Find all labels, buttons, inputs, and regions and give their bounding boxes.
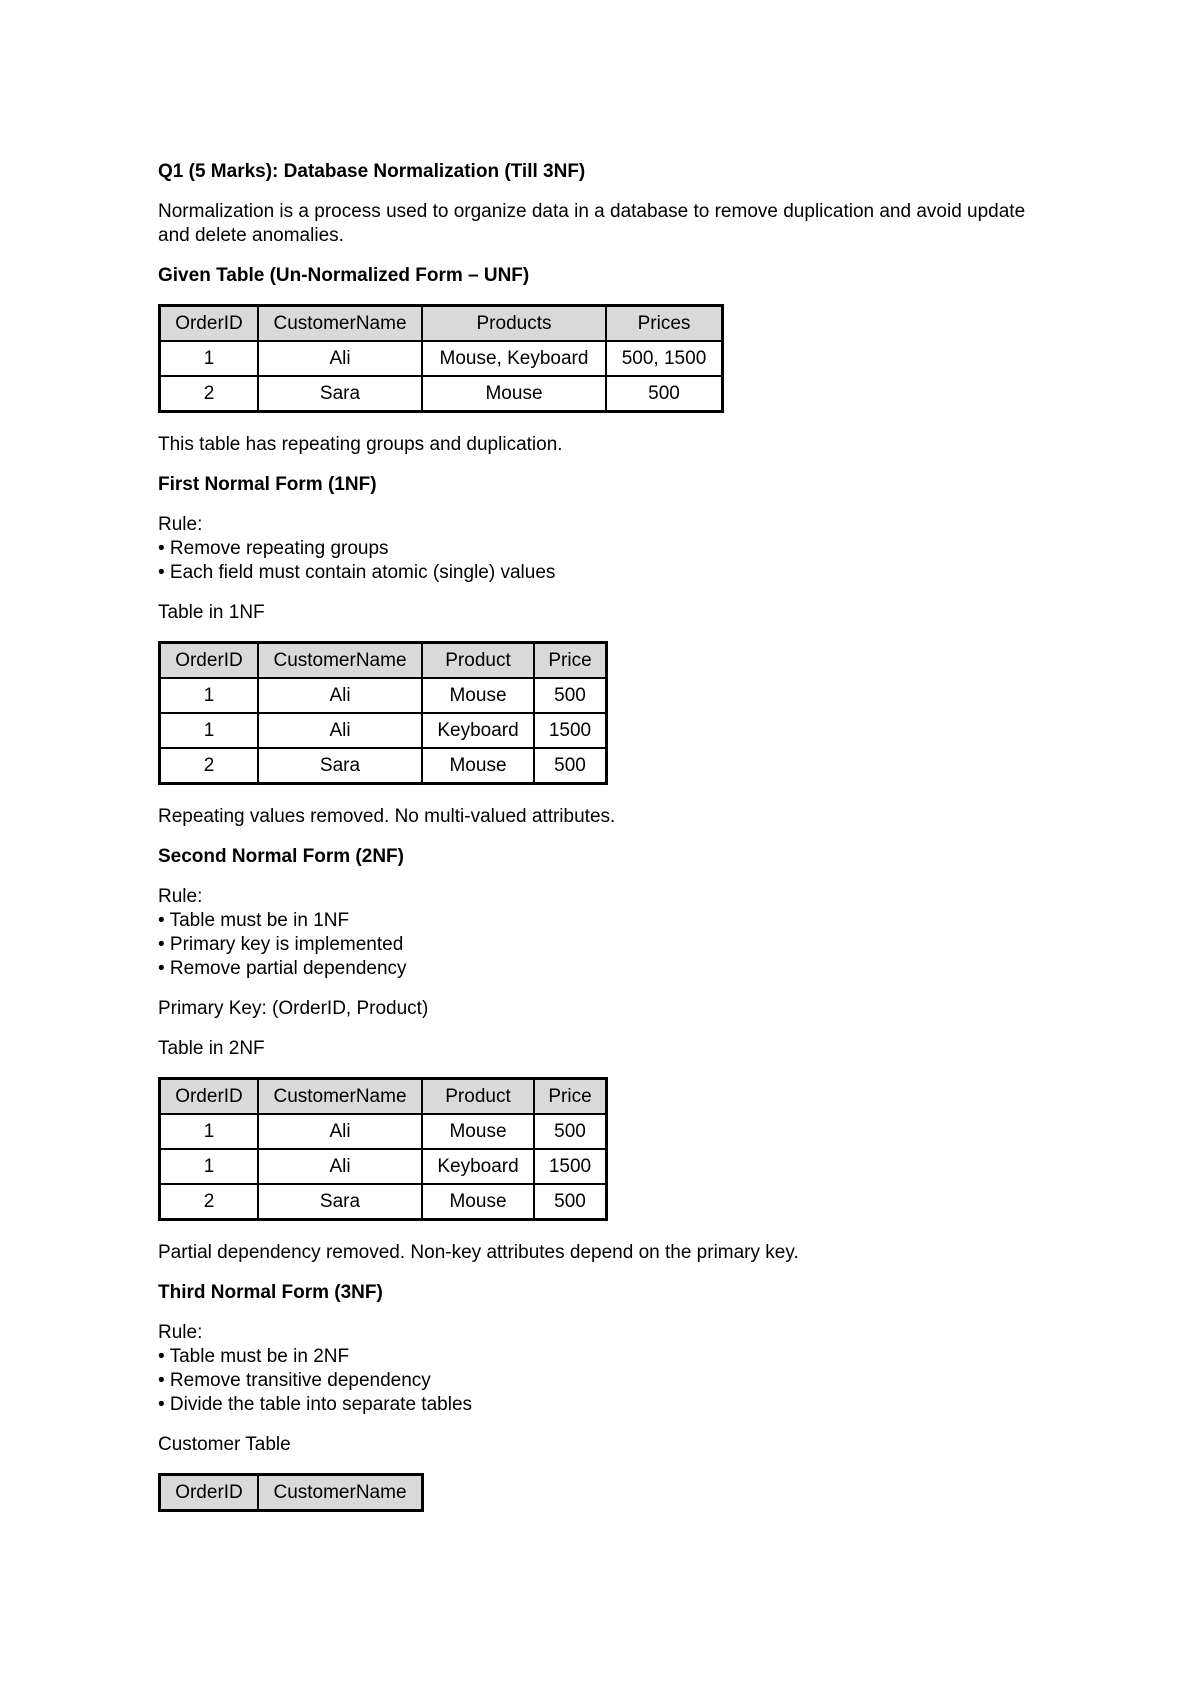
table-cell: 500, 1500 [606, 341, 723, 376]
column-header: OrderID [160, 306, 259, 342]
table-cell: 1500 [534, 1149, 607, 1184]
column-header: CustomerName [258, 1079, 422, 1115]
rule-item: • Primary key is implemented [158, 934, 404, 955]
nf2-rules [158, 885, 1058, 981]
nf1-caption: Table in 1NF [158, 602, 265, 623]
table-cell: Mouse [422, 376, 606, 412]
table-cell: Ali [258, 1149, 422, 1184]
table-cell: Mouse [422, 1114, 534, 1149]
table-cell: Sara [258, 1184, 422, 1220]
table-cell: Keyboard [422, 713, 534, 748]
table-cell: Ali [258, 678, 422, 713]
nf1-rules [158, 513, 1058, 585]
table-cell: 500 [606, 376, 723, 412]
rule-label: Rule: [158, 514, 203, 535]
table-row [160, 341, 723, 376]
table-cell: 500 [534, 1114, 607, 1149]
column-header: CustomerName [258, 306, 422, 342]
rule-item: • Remove transitive dependency [158, 1370, 431, 1391]
rule-item: • Table must be in 1NF [158, 910, 350, 931]
table-cell: Sara [258, 376, 422, 412]
nf2-note: Partial dependency removed. Non-key attributes depend on the primary key. [158, 1242, 799, 1263]
table-cell: 2 [160, 376, 259, 412]
column-header: Price [534, 643, 607, 679]
table-header-row [160, 643, 607, 679]
rule-label: Rule: [158, 1322, 203, 1343]
rule-label: Rule: [158, 886, 203, 907]
question-title: Q1 (5 Marks): Database Normalization (Till 3NF) [158, 161, 586, 182]
table-row [160, 1184, 607, 1220]
table-cell: Mouse [422, 678, 534, 713]
column-header: CustomerName [258, 1475, 423, 1511]
table-cell: 2 [160, 748, 259, 784]
customer-table [158, 1473, 424, 1512]
table-row [160, 1114, 607, 1149]
table-cell: Mouse [422, 748, 534, 784]
table-row [160, 713, 607, 748]
table-header-row [160, 1079, 607, 1115]
nf2-heading: Second Normal Form (2NF) [158, 846, 404, 867]
rule-item: • Table must be in 2NF [158, 1346, 350, 1367]
table-cell: 1500 [534, 713, 607, 748]
table-row [160, 748, 607, 784]
document-page [158, 160, 1058, 1532]
table-cell: Ali [258, 341, 422, 376]
nf2-caption: Table in 2NF [158, 1038, 265, 1059]
rule-item: • Remove repeating groups [158, 538, 389, 559]
nf3-rules [158, 1321, 1058, 1417]
nf1-note: Repeating values removed. No multi-valued attributes. [158, 806, 616, 827]
table-cell: 1 [160, 341, 259, 376]
table-cell: 1 [160, 713, 259, 748]
unf-table [158, 304, 724, 413]
column-header: Product [422, 643, 534, 679]
table-cell: Sara [258, 748, 422, 784]
column-header: OrderID [160, 1079, 259, 1115]
table-cell: Mouse, Keyboard [422, 341, 606, 376]
column-header: OrderID [160, 1475, 259, 1511]
rule-item: • Remove partial dependency [158, 958, 407, 979]
column-header: OrderID [160, 643, 259, 679]
nf2-table [158, 1077, 608, 1221]
rule-item: • Divide the table into separate tables [158, 1394, 473, 1415]
nf2-primary-key: Primary Key: (OrderID, Product) [158, 998, 429, 1019]
column-header: Products [422, 306, 606, 342]
table-row [160, 678, 607, 713]
table-cell: 1 [160, 678, 259, 713]
column-header: Price [534, 1079, 607, 1115]
nf1-table [158, 641, 608, 785]
table-cell: Mouse [422, 1184, 534, 1220]
table-header-row [160, 306, 723, 342]
table-cell: 500 [534, 748, 607, 784]
table-header-row [160, 1475, 423, 1511]
unf-heading: Given Table (Un-Normalized Form – UNF) [158, 265, 530, 286]
table-cell: Keyboard [422, 1149, 534, 1184]
nf1-heading: First Normal Form (1NF) [158, 474, 377, 495]
table-cell: Ali [258, 1114, 422, 1149]
table-cell: 1 [160, 1114, 259, 1149]
unf-note: This table has repeating groups and duplication. [158, 434, 563, 455]
column-header: Prices [606, 306, 723, 342]
column-header: CustomerName [258, 643, 422, 679]
table-row [160, 1149, 607, 1184]
table-cell: Ali [258, 713, 422, 748]
table-cell: 500 [534, 678, 607, 713]
table-cell: 2 [160, 1184, 259, 1220]
nf3-heading: Third Normal Form (3NF) [158, 1282, 383, 1303]
column-header: Product [422, 1079, 534, 1115]
table-cell: 1 [160, 1149, 259, 1184]
nf3-caption: Customer Table [158, 1434, 291, 1455]
table-row [160, 376, 723, 412]
intro-paragraph: Normalization is a process used to organize data in a database to remove duplication and avoid update and delete anomalies. [158, 201, 1026, 246]
table-cell: 500 [534, 1184, 607, 1220]
rule-item: • Each field must contain atomic (single) values [158, 562, 556, 583]
